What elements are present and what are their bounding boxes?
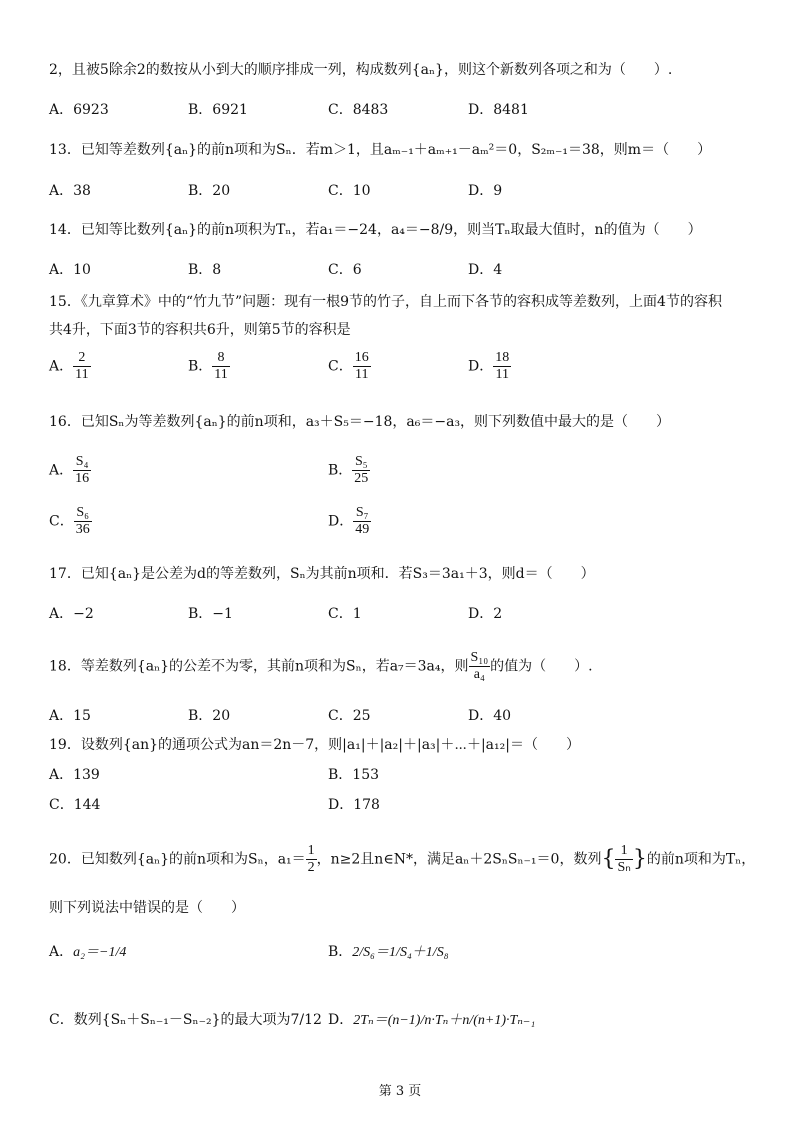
q13-option-a: A．38 xyxy=(49,183,91,199)
question-15-stem-line2: 共4升，下面3节的容积共6升，则第5节的容积是 xyxy=(49,322,351,338)
q19-option-b: B．153 xyxy=(328,767,380,783)
q13-option-b: B．20 xyxy=(188,183,231,199)
q12-option-d: D．8481 xyxy=(468,102,529,118)
q19-option-c: C．144 xyxy=(49,797,101,813)
fraction: $\frac{\text{S₆}}{36}$ xyxy=(75,505,90,537)
q18-option-b: B．20 xyxy=(188,708,231,724)
q15-option-b: B． $\frac{8}{11}$ xyxy=(188,350,228,382)
fraction: $\frac{\text{S₁₀}}{\text{a₄}}$ xyxy=(470,650,489,682)
fraction: $\frac{\text{S₇}}{49}$ xyxy=(355,505,370,537)
question-20-stem-line2: 则下列说法中错误的是（ ） xyxy=(49,900,245,916)
question-19-stem: 19．设数列{an}的通项公式为an＝2n－7，则|a₁|＋|a₂|＋|a₃|＋⋯＋|a₁₂|＝（ ） xyxy=(49,737,580,753)
question-16-stem: 16．已知Sₙ为等差数列{aₙ}的前n项和，a₃＋S₅＝−18，a₆＝−a₃，则下列数值中最大的是（ ） xyxy=(49,414,671,430)
q18-option-d: D．40 xyxy=(468,708,512,724)
q13-option-c: C．10 xyxy=(328,183,371,199)
question-17-stem: 17．已知{aₙ}是公差为d的等差数列，Sₙ为其前n项和．若S₃＝3a₁＋3，则d＝（ ） xyxy=(49,566,595,582)
q18-option-c: C．25 xyxy=(328,708,371,724)
q17-option-d: D．2 xyxy=(468,606,503,622)
q12-option-b: B．6921 xyxy=(188,102,248,118)
question-18-stem: 18．等差数列{aₙ}的公差不为零，其前n项和为Sₙ，若a₇＝3a₄，则 $\frac{\text{S₁₀}}{\text{a₄}}$ 的值为（ ）. xyxy=(49,650,593,682)
fraction: $\frac{\text{S₄}}{16}$ xyxy=(75,454,90,486)
q16-option-a: A． $\frac{\text{S₄}}{16}$ xyxy=(49,454,90,486)
question-14-stem: 14．已知等比数列{aₙ}的前n项积为Tₙ，若a₁＝−24，a₄＝−8/9，则当Tₙ取最大值时，n的值为（ ） xyxy=(49,222,702,238)
q16-option-b: B． $\frac{\text{S₅}}{25}$ xyxy=(328,454,369,486)
fraction: $\frac{\text{S₅}}{25}$ xyxy=(354,454,369,486)
q13-option-d: D．9 xyxy=(468,183,503,199)
q14-option-c: C．6 xyxy=(328,262,362,278)
q14-option-d: D．4 xyxy=(468,262,503,278)
page-number: 第 3 页 xyxy=(378,1084,422,1099)
q12-option-a: A．6923 xyxy=(49,102,109,118)
q18-option-a: A．15 xyxy=(49,708,91,724)
question-15-stem-line1: 15．《九章算术》中的“竹九节”问题：现有一根9节的竹子，自上而下各节的容积成等差数列，上面4节的容积 xyxy=(49,294,722,310)
question-20-stem: 20．已知数列{aₙ}的前n项和为Sₙ，a₁＝ $\frac{1}{2}$ ，n≥2且n∈N*，满足aₙ＋2SₙSₙ₋₁＝0，数列{ $\frac{1}{\text{Sₙ}}$ }的前n项和为Tₙ， xyxy=(49,843,756,875)
q16-option-c: C． $\frac{\text{S₆}}{36}$ xyxy=(49,505,90,537)
q12-option-c: C．8483 xyxy=(328,102,389,118)
fraction: $\frac{1}{2}$ xyxy=(307,843,315,875)
fraction: $\frac{18}{11}$ xyxy=(495,350,510,382)
q15-option-d: D． $\frac{18}{11}$ xyxy=(468,350,510,382)
q15-option-a: A． $\frac{2}{11}$ xyxy=(49,350,89,382)
q20-option-b: B．2/S₆＝1/S₄＋1/S₈ xyxy=(328,944,449,960)
q19-option-a: A．139 xyxy=(49,767,100,783)
q20-option-a: A．a₂＝−1/4 xyxy=(49,944,127,960)
fraction: $\frac{2}{11}$ xyxy=(75,350,89,382)
right-brace: } xyxy=(632,846,647,872)
q17-option-c: C．1 xyxy=(328,606,362,622)
q20-option-c: C．数列{Sₙ＋Sₙ₋₁－Sₙ₋₂}的最大项为7/12 xyxy=(49,1012,322,1028)
fraction: $\frac{16}{11}$ xyxy=(354,350,369,382)
q17-option-b: B．−1 xyxy=(188,606,233,622)
q14-option-a: A．10 xyxy=(49,262,91,278)
q17-option-a: A．−2 xyxy=(49,606,94,622)
question-13-stem: 13．已知等差数列{aₙ}的前n项和为Sₙ．若m＞1，且aₘ₋₁＋aₘ₊₁－aₘ²＝0，S₂ₘ₋₁＝38，则m＝（ ） xyxy=(49,142,712,158)
question-12-stem: 2，且被5除余2的数按从小到大的顺序排成一列，构成数列{aₙ}，则这个新数列各项之和为（ ）. xyxy=(49,62,673,78)
fraction: $\frac{1}{\text{Sₙ}}$ xyxy=(617,843,631,875)
q15-option-c: C． $\frac{16}{11}$ xyxy=(328,350,369,382)
q14-option-b: B．8 xyxy=(188,262,222,278)
q20-option-d: D．2Tₙ＝(n−1)/n·Tₙ＋n/(n+1)·Tₙ₋₁ xyxy=(328,1012,536,1028)
fraction: $\frac{8}{11}$ xyxy=(214,350,228,382)
left-brace: { xyxy=(601,846,616,872)
q19-option-d: D．178 xyxy=(328,797,380,813)
q16-option-d: D． $\frac{\text{S₇}}{49}$ xyxy=(328,505,370,537)
